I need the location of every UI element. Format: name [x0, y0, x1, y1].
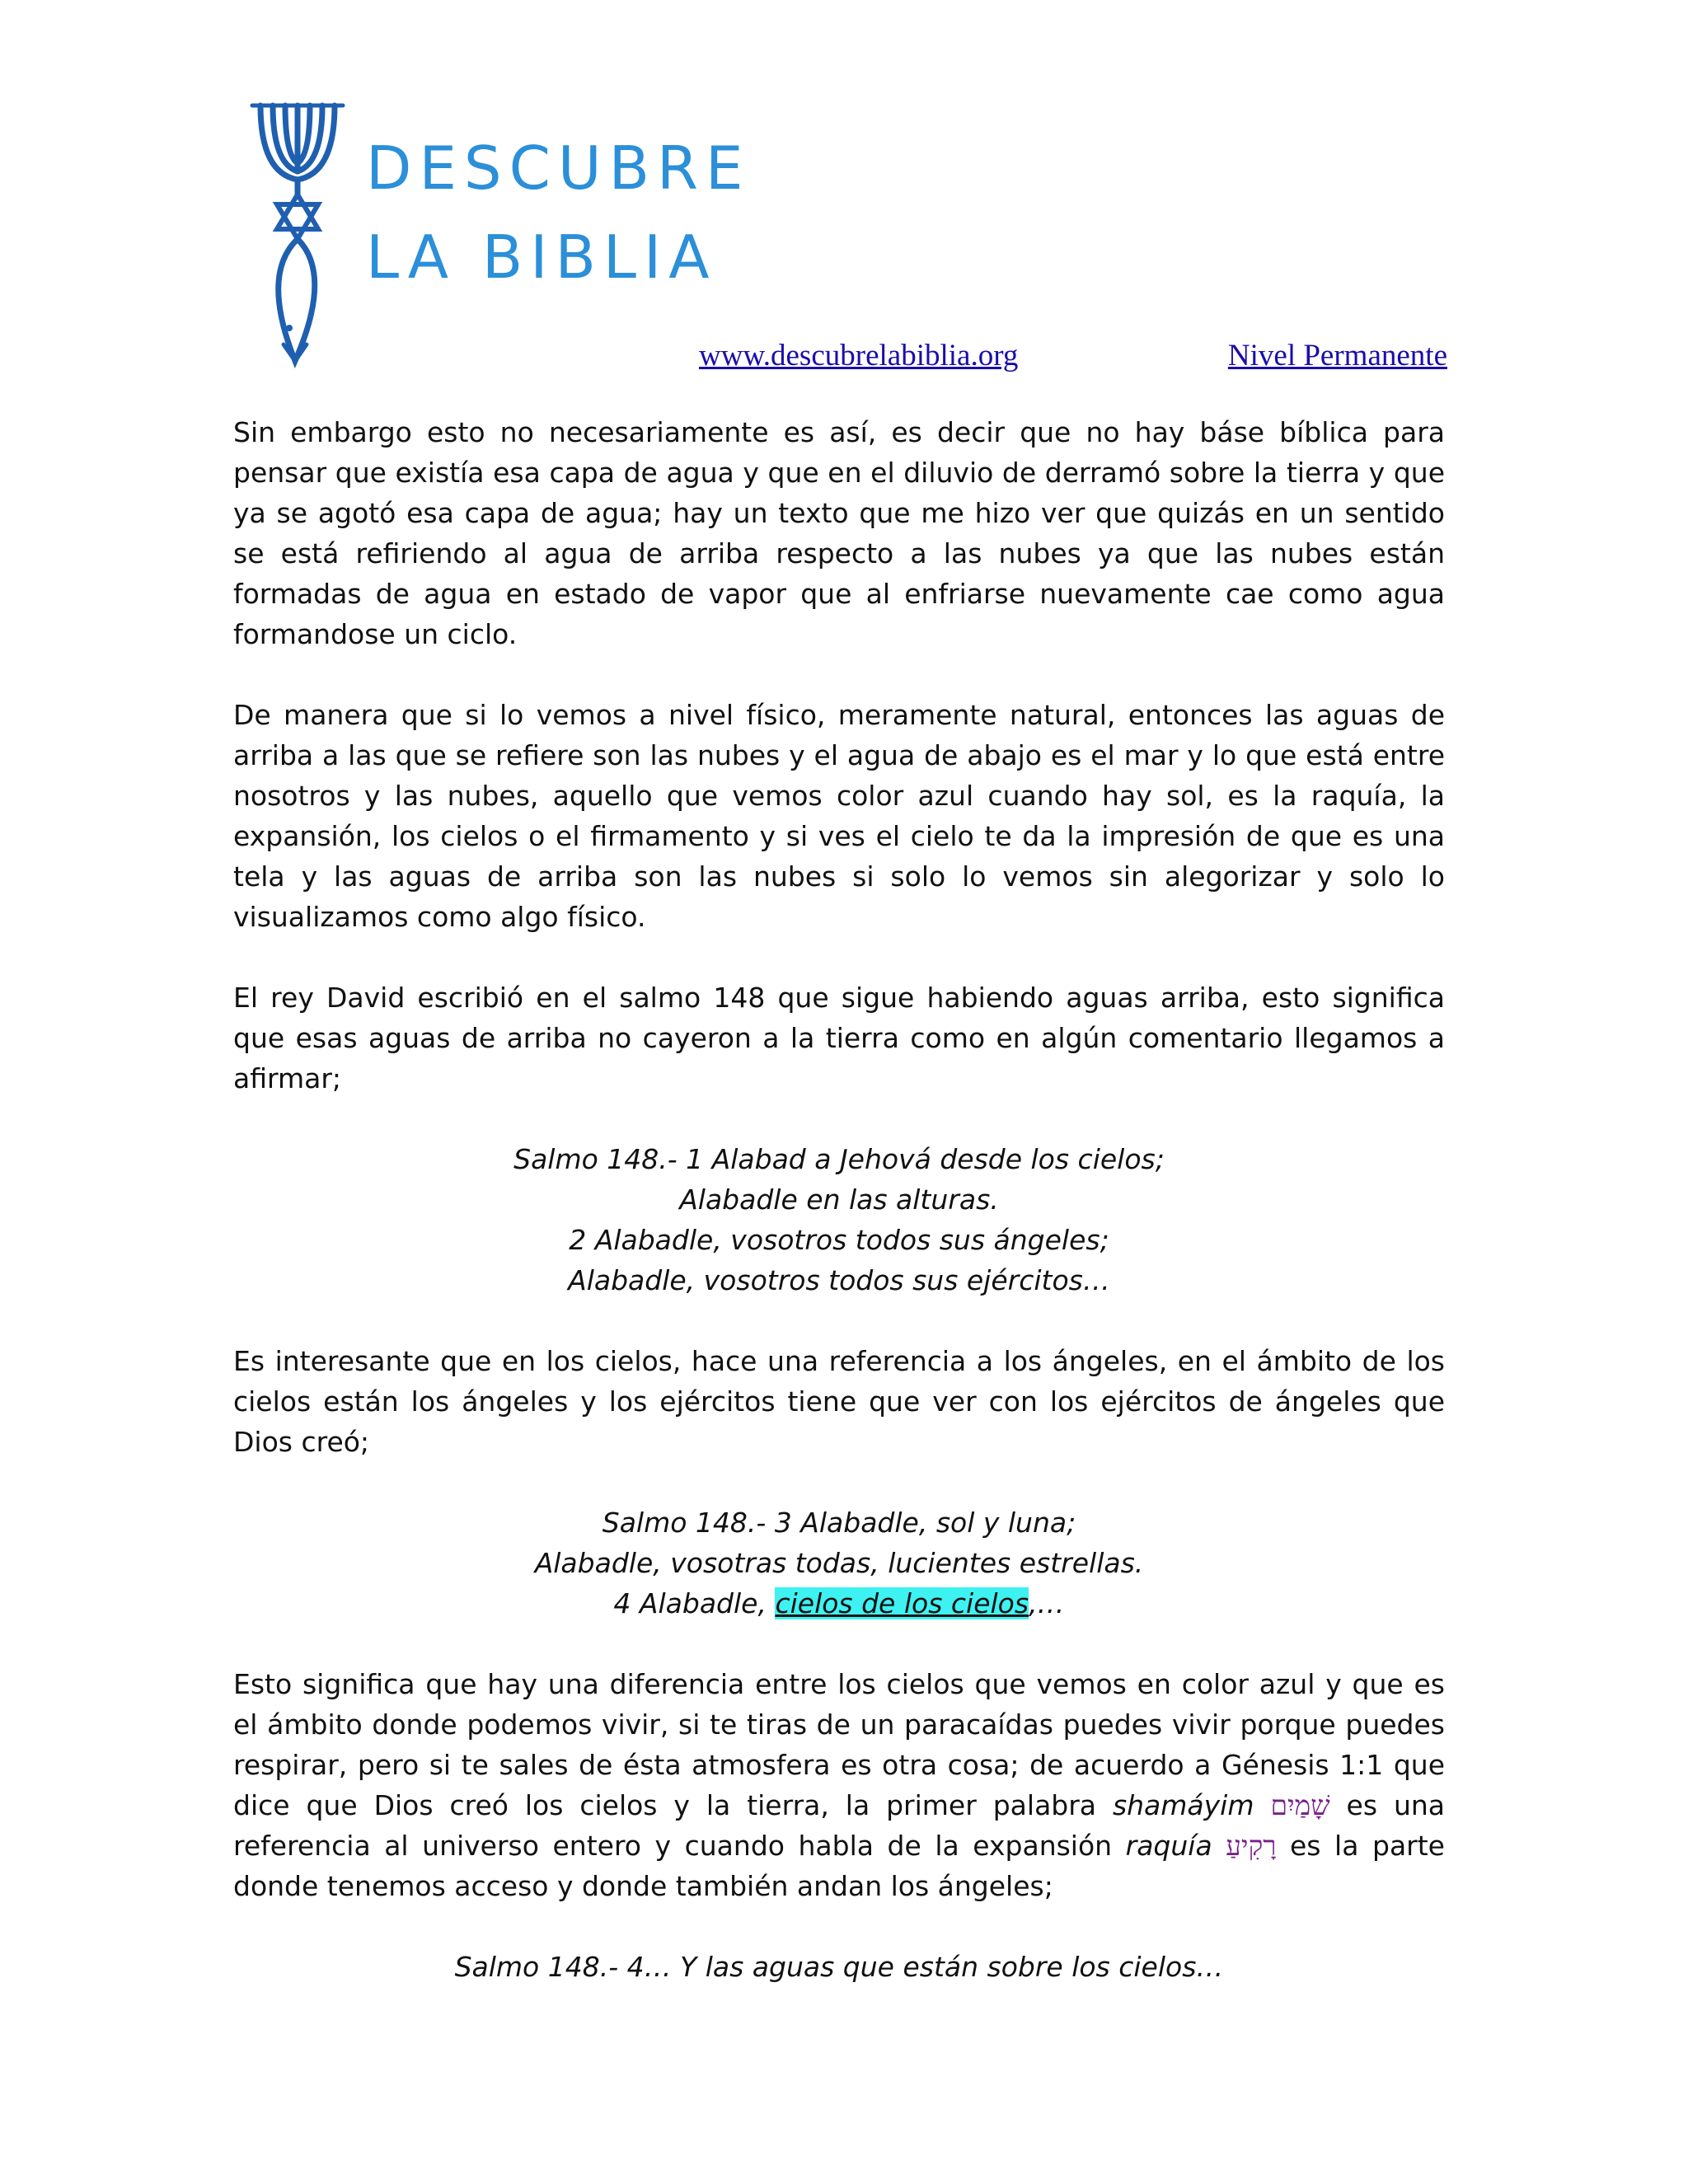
quote-psalm-148-4: [233, 1947, 1445, 1987]
logo-wordmark: [366, 124, 751, 302]
paragraph-3: El rey David escribió en el salmo 148 que sigue habiendo aguas arriba, esto significa que esas aguas de arriba no cayeron a la tierra como en algún comentario llegamos a afirmar;: [233, 982, 1445, 1094]
quote-line: 2 Alabadle, vosotros todos sus ángeles;: [569, 1224, 1109, 1256]
hebrew-shamayim: שָׁמַיִם: [1270, 1789, 1330, 1821]
paragraph-5-part-c: es la parte donde tenemos acceso y donde también andan los ángeles;: [233, 1830, 1445, 1902]
term-raquia: raquía: [1125, 1830, 1212, 1862]
quote-line: Salmo 148.- 1 Alabad a Jehová desde los cielos;: [513, 1143, 1165, 1175]
paragraph-2: De manera que si lo vemos a nivel físico, meramente natural, entonces las aguas de arriba a las que se refiere son las nubes y el agua de abajo es el mar y lo que está entre nosotros y las nubes, aquello que vemos color azul cuando hay sol, es la raquía, la expansión, los cielos o el firmamento y si ves el cielo te da la impresión de que es una tela y las aguas de arriba son las nubes si solo lo vemos sin alegorizar y solo lo visualizamos como algo físico.: [233, 699, 1445, 933]
document-body: [233, 412, 1445, 2027]
logo-line-2: LA BIBLIA: [366, 223, 717, 292]
hebrew-raquia: רָקִיעַ: [1226, 1830, 1277, 1862]
site-link[interactable]: www.descubrelabiblia.org: [699, 339, 1019, 373]
quote-line: Alabadle, vosotros todos sus ejércitos…: [568, 1264, 1110, 1296]
highlighted-phrase: cielos de los cielos: [775, 1587, 1029, 1619]
quote-line: Alabadle, vosotras todas, lucientes estrellas.: [534, 1547, 1144, 1579]
level-link[interactable]: Nivel Permanente: [1227, 339, 1447, 373]
term-shamayim: shamáyim: [1112, 1789, 1254, 1821]
paragraph-5: [233, 1664, 1445, 1906]
paragraph-1: Sin embargo esto no necesariamente es así, es decir que no hay báse bíblica para pensar que existía esa capa de agua y que en el diluvio de derramó sobre la tierra y que ya se agotó esa capa de agua; hay un texto que me hizo ver que quizás en un sentido se está refiriendo al agua de arriba respecto a las nubes ya que las nubes están formadas de agua en estado de vapor que al enfriarse nuevamente cae como agua formandose un ciclo.: [233, 416, 1445, 650]
messianic-seal-icon: [244, 97, 351, 369]
quote-psalm-148-1-2: [233, 1139, 1445, 1301]
quote-suffix: ,…: [1029, 1587, 1065, 1619]
logo: [244, 97, 751, 369]
paragraph-5-part-a: Esto significa que hay una diferencia entre los cielos que vemos en color azul y que es el ámbito donde podemos vivir, si te tiras de un paracaídas puedes vivir porque puedes respirar, pero si te sales de ésta atmosfera es otra cosa; de acuerdo a Génesis 1:1 que dice que Dios creó los cielos y la tierra, la primer palabra: [233, 1668, 1445, 1821]
paragraph-4: Es interesante que en los cielos, hace una referencia a los ángeles, en el ámbito de los cielos están los ángeles y los ejércitos tiene que ver con los ejércitos de ángeles que Dios creó;: [233, 1345, 1445, 1458]
logo-line-1: DESCUBRE: [366, 134, 751, 203]
quote-line: Salmo 148.- 3 Alabadle, sol y luna;: [602, 1507, 1076, 1539]
quote-line-highlighted: [233, 1583, 1445, 1624]
quote-line: Salmo 148.- 4… Y las aguas que están sobre los cielos…: [454, 1951, 1224, 1983]
quote-prefix: 4 Alabadle,: [613, 1587, 776, 1619]
quote-line: Alabadle en las alturas.: [679, 1183, 999, 1216]
quote-psalm-148-3-4: [233, 1502, 1445, 1624]
paragraph-5-part-b: es una referencia al universo entero y cuando habla de la expansión: [233, 1789, 1446, 1862]
